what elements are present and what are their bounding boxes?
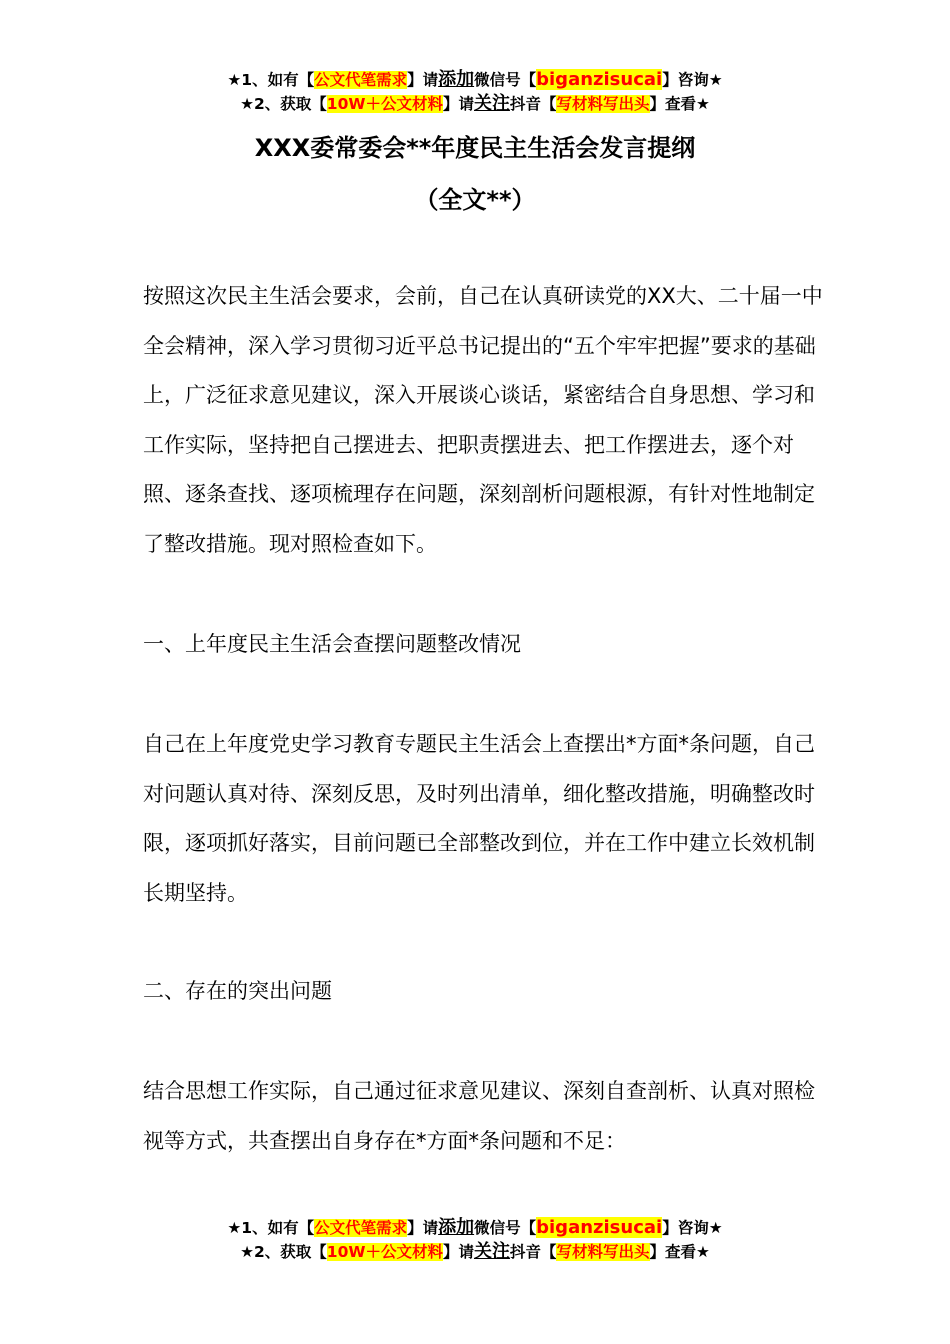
douyin-id-highlight: 写材料写出头 bbox=[556, 95, 650, 113]
promo-text: 微信号【 bbox=[474, 71, 537, 89]
document-title: XXX委常委会**年度民主生活会发言提纲 bbox=[254, 134, 696, 162]
promo-emphasis: 关注 bbox=[473, 1241, 510, 1262]
promo-emphasis: 添加 bbox=[438, 69, 475, 90]
promo-text: 】咨询★ bbox=[662, 71, 723, 89]
promo-text: 】请 bbox=[407, 1219, 439, 1237]
promo-highlight: 公文代笔需求 bbox=[314, 71, 408, 89]
promo-text: ★2、获取【 bbox=[240, 95, 327, 113]
promo-text: 】咨询★ bbox=[662, 1219, 723, 1237]
promo-highlight: 10W＋公文材料 bbox=[326, 1243, 443, 1261]
section-heading-1: 一、上年度民主生活会查摆问题整改情况 bbox=[143, 632, 521, 656]
promo-highlight: 10W＋公文材料 bbox=[326, 95, 443, 113]
promo-text: 】请 bbox=[442, 1243, 474, 1261]
promo-text: 】请 bbox=[442, 95, 474, 113]
promo-text: ★1、如有【 bbox=[227, 1219, 315, 1237]
promo-emphasis: 添加 bbox=[438, 1217, 475, 1238]
promo-text: 抖音【 bbox=[509, 1243, 557, 1261]
paragraph-problems: 结合思想工作实际，自己通过征求意见建议、深刻自查剖析、认真对照检视等方式，共查摆出自身存在*方面*条问题和不足： bbox=[143, 1079, 815, 1153]
promo-text: 抖音【 bbox=[509, 95, 557, 113]
document-subtitle: （全文**） bbox=[414, 186, 536, 214]
promo-highlight: 公文代笔需求 bbox=[314, 1219, 408, 1237]
promo-line-2 bbox=[0, 1240, 950, 1264]
promo-banner-bottom bbox=[0, 1216, 950, 1264]
promo-emphasis: 关注 bbox=[473, 93, 510, 114]
promo-text: ★1、如有【 bbox=[227, 71, 315, 89]
promo-text: 】请 bbox=[407, 71, 439, 89]
promo-text: ★2、获取【 bbox=[240, 1243, 327, 1261]
paragraph-rectification: 自己在上年度党史学习教育专题民主生活会上查摆出*方面*条问题，自己对问题认真对待、深刻反思，及时列出清单，细化整改措施，明确整改时限，逐项抓好落实，目前问题已全部整改到位，并在工作中建立长效机制长期坚持。 bbox=[143, 732, 815, 905]
promo-text: 】查看★ bbox=[649, 95, 710, 113]
section-heading-2: 二、存在的突出问题 bbox=[143, 979, 332, 1003]
promo-text: 】查看★ bbox=[649, 1243, 710, 1261]
douyin-id-highlight: 写材料写出头 bbox=[556, 1243, 650, 1261]
promo-line-1 bbox=[0, 1216, 950, 1240]
promo-banner-top bbox=[0, 68, 950, 116]
promo-line-1 bbox=[0, 68, 950, 92]
promo-line-2 bbox=[0, 92, 950, 116]
promo-text: 微信号【 bbox=[474, 1219, 537, 1237]
wechat-id-highlight: biganzisucai bbox=[536, 1217, 663, 1238]
wechat-id-highlight: biganzisucai bbox=[536, 69, 663, 90]
paragraph-intro: 按照这次民主生活会要求，会前，自己在认真研读党的XX大、二十届一中全会精神，深入学习贯彻习近平总书记提出的“五个牢牢把握”要求的基础上，广泛征求意见建议，深入开展谈心谈话，紧密结合自身思想、学习和工作实际，坚持把自己摆进去、把职责摆进去、把工作摆进去，逐个对照、逐条查找、逐项梳理存在问题，深刻剖析问题根源，有针对性地制定了整改措施。现对照检查如下。 bbox=[143, 284, 823, 556]
